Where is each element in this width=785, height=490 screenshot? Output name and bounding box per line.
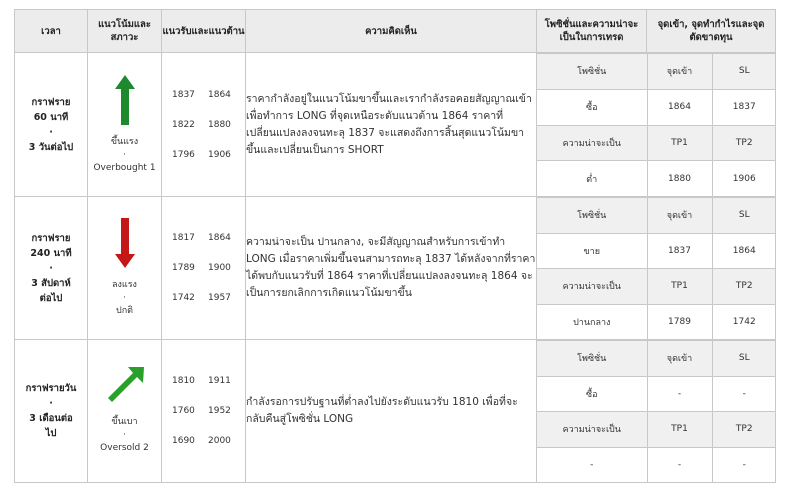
trend-line: · — [123, 293, 126, 303]
trade-grid-value: TP1 — [647, 125, 712, 161]
trade-grid-value: ปานกลาง — [537, 304, 647, 339]
trade-grid-row — [537, 89, 776, 125]
level-pair — [162, 396, 245, 426]
period-line: กราฟราย — [31, 96, 71, 108]
period-line: · — [49, 398, 53, 409]
trend-line: ปกติ — [115, 306, 133, 316]
trade-grid-value: TP1 — [647, 269, 712, 305]
period-line: กราฟรายวัน — [25, 383, 77, 394]
forecast-table — [14, 9, 776, 483]
period-line: 60 นาที — [33, 111, 69, 123]
comment-cell: ราคากำลังอยู่ในแนวโน้มขาขึ้นและเรากำลังรอคอยสัญญาณเข้าเพื่อทำการ LONG ที่จุดเหนือระดับแนวต้าน 1864 ราคาที่เปลี่ยนแปลงลงจนทะลุ 1837 จะแสดงถึงการสิ้นสุดแนวโน้มขาขึ้นและเปลี่ยนเป็นการ SHORT — [246, 53, 537, 197]
period-cell — [15, 197, 88, 340]
levels-cell — [162, 340, 246, 483]
resistance-level: 2000 — [208, 436, 231, 446]
trade-grid-cell — [537, 53, 776, 197]
trade-grid-value: TP1 — [647, 412, 712, 448]
trade-grid-value: ซื้อ — [537, 376, 647, 412]
level-pair — [162, 140, 245, 170]
trade-grid — [537, 53, 776, 196]
resistance-level: 1864 — [208, 233, 231, 243]
trade-grid-value: - — [712, 376, 776, 412]
trade-grid-row — [537, 447, 776, 482]
support-level: 1690 — [172, 436, 195, 446]
header-support-resistance: แนวรับและแนวต้าน — [162, 10, 246, 53]
header-row — [15, 10, 776, 53]
period-line: 3 สัปดาห์ — [31, 277, 71, 289]
trade-grid-value: 1742 — [712, 304, 776, 339]
trade-grid-value: ความน่าจะเป็น — [537, 269, 647, 305]
header-time: เวลา — [15, 10, 88, 53]
trade-grid-value: 1880 — [647, 161, 712, 196]
trend-cell — [88, 197, 162, 340]
trend-line: · — [123, 149, 126, 160]
resistance-level: 1880 — [208, 119, 231, 130]
trade-grid-value: จุดเข้า — [647, 198, 712, 234]
trade-grid — [537, 340, 776, 482]
trade-grid-value: SL — [712, 198, 776, 234]
resistance-level: 1957 — [208, 293, 231, 303]
period-cell — [15, 340, 88, 483]
trade-grid-value: TP2 — [712, 269, 776, 305]
trade-grid-value: 1837 — [647, 233, 712, 269]
trade-grid-value: ความน่าจะเป็น — [537, 412, 647, 448]
trend-line: Oversold 2 — [100, 443, 149, 453]
up-right-arrow-icon — [88, 367, 161, 408]
trend-line: · — [123, 430, 126, 440]
trend-cell — [88, 53, 162, 197]
trade-grid-value: - — [712, 447, 776, 482]
trade-grid-row — [537, 376, 776, 412]
period-line: 3 วันต่อไป — [28, 141, 74, 153]
resistance-level: 1864 — [208, 89, 231, 100]
trend-line: ลงแรง — [112, 280, 137, 290]
period-cell — [15, 53, 88, 197]
level-pair — [162, 426, 245, 456]
period-line: · — [49, 262, 53, 274]
forecast-row — [15, 340, 776, 483]
support-level: 1796 — [172, 149, 195, 160]
trade-grid-row — [537, 304, 776, 339]
trade-grid-row — [537, 341, 776, 377]
up-arrow-icon — [88, 75, 161, 128]
trade-grid-value: ซื้อ — [537, 89, 647, 125]
trade-grid-row — [537, 125, 776, 161]
forecast-row — [15, 53, 776, 197]
support-level: 1837 — [172, 89, 195, 100]
trade-grid-value: 1864 — [712, 233, 776, 269]
period-line: · — [49, 126, 53, 138]
support-level: 1789 — [172, 263, 195, 273]
trade-grid-value: ขาย — [537, 233, 647, 269]
trade-grid-value: SL — [712, 341, 776, 377]
header-trend: แนวโน้มและสภาวะ — [88, 10, 162, 53]
trade-grid-value: โพซิชั่น — [537, 54, 647, 90]
trade-grid-row — [537, 198, 776, 234]
trade-grid-cell — [537, 197, 776, 340]
period-line: 240 นาที — [30, 247, 72, 259]
trade-grid-value: ความน่าจะเป็น — [537, 125, 647, 161]
level-pair — [162, 80, 245, 110]
trade-grid-value: TP2 — [712, 125, 776, 161]
period-line: 3 เดือนต่อ — [29, 413, 73, 424]
level-pair — [162, 110, 245, 140]
trade-grid-value: ต่ำ — [537, 161, 647, 196]
support-level: 1822 — [172, 119, 195, 130]
period-line: ไป — [45, 428, 57, 439]
level-pair — [162, 283, 245, 313]
trade-grid-value: - — [647, 376, 712, 412]
trade-grid-value: จุดเข้า — [647, 54, 712, 90]
trade-grid-value: - — [647, 447, 712, 482]
resistance-level: 1906 — [208, 149, 231, 160]
trade-grid-value: 1837 — [712, 89, 776, 125]
trade-grid-value: - — [537, 447, 647, 482]
trade-grid-value: 1864 — [647, 89, 712, 125]
level-pair — [162, 366, 245, 396]
header-comment: ความคิดเห็น — [246, 10, 537, 53]
level-pair — [162, 223, 245, 253]
trend-line: ขึ้นเบา — [111, 417, 138, 427]
period-line: ต่อไป — [39, 292, 63, 304]
resistance-level: 1911 — [208, 376, 231, 386]
trade-grid-value: SL — [712, 54, 776, 90]
trade-grid-value: TP2 — [712, 412, 776, 448]
resistance-level: 1900 — [208, 263, 231, 273]
trade-grid-row — [537, 412, 776, 448]
trade-grid-value: โพซิชั่น — [537, 341, 647, 377]
trade-grid-row — [537, 54, 776, 90]
trade-grid-row — [537, 269, 776, 305]
trade-grid-value: 1906 — [712, 161, 776, 196]
support-level: 1810 — [172, 376, 195, 386]
forecast-row — [15, 197, 776, 340]
trend-line: Overbought 1 — [93, 162, 156, 173]
trade-grid-value: 1789 — [647, 304, 712, 339]
levels-cell — [162, 197, 246, 340]
trade-grid-value: โพซิชั่น — [537, 198, 647, 234]
header-position: โพซิชั่นและความน่าจะเป็นในการเทรด — [537, 10, 647, 53]
trend-cell — [88, 340, 162, 483]
trade-grid-value: จุดเข้า — [647, 341, 712, 377]
trend-line: ขึ้นแรง — [110, 136, 139, 147]
resistance-level: 1952 — [208, 406, 231, 416]
trade-grid-row — [537, 233, 776, 269]
levels-cell — [162, 53, 246, 197]
comment-cell: กำลังรอการปรับฐานที่ต่ำลงไปยังระดับแนวรับ 1810 เพื่อที่จะกลับคืนสู่โพซิชั่น LONG — [246, 340, 537, 483]
trade-grid-cell — [537, 340, 776, 483]
trade-grid — [537, 197, 776, 339]
support-level: 1742 — [172, 293, 195, 303]
comment-cell: ความน่าจะเป็น ปานกลาง, จะมีสัญญาณสำหรับการเข้าทำ LONG เมื่อราคาเพิ่มขึ้นจนสามารถทะลุ 1837 ได้หลังจากที่ราคาได้พบกับแนวรับที่ 1864 ราคาที่เปลี่ยนแปลงลงจนทะลุ 1864 จะเป็นการยกเลิกการเกิดแนวโน้มขาขึ้น — [246, 197, 537, 340]
period-line: กราฟราย — [31, 232, 71, 244]
level-pair — [162, 253, 245, 283]
header-entry-tp-sl: จุดเข้า, จุดทำกำไรและจุดตัดขาดทุน — [647, 10, 776, 53]
trade-grid-row — [537, 161, 776, 196]
support-level: 1760 — [172, 406, 195, 416]
support-level: 1817 — [172, 233, 195, 243]
down-arrow-icon — [88, 218, 161, 271]
